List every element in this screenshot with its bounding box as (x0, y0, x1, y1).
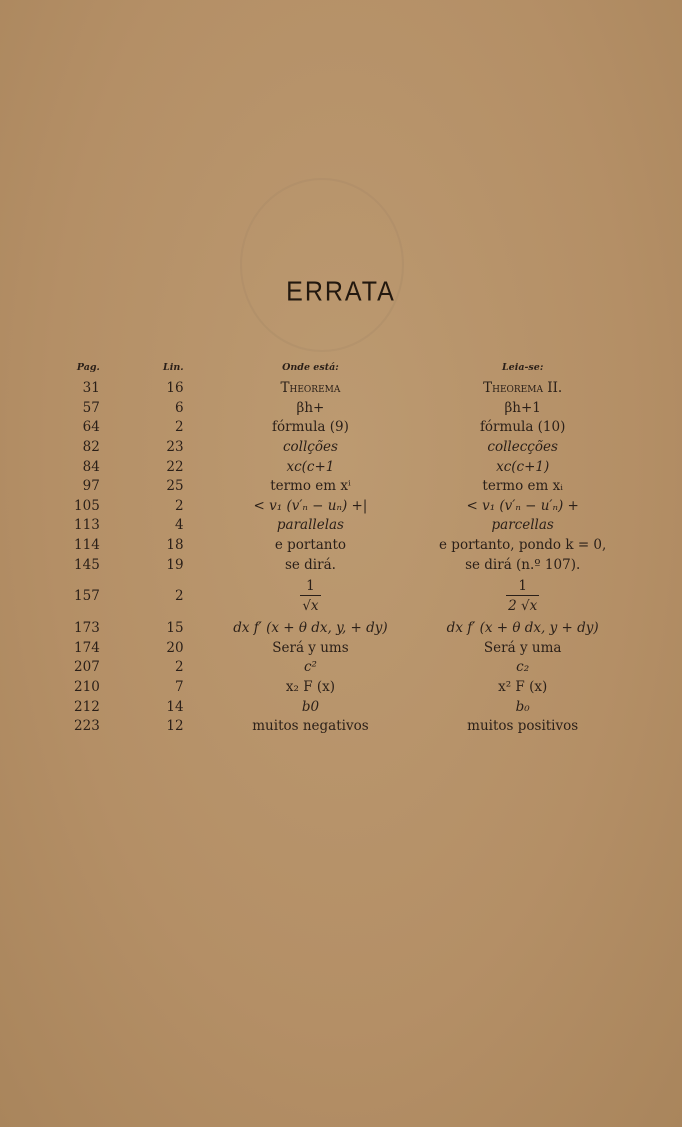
table-row (40, 619, 640, 639)
leia-cell: βh+1 (504, 399, 541, 416)
onde-cell: muitos negativos (252, 718, 369, 735)
onde-cell: βh+ (296, 399, 325, 416)
lin-cell: 22 (166, 458, 184, 475)
lin-cell: 16 (166, 380, 184, 397)
lin-cell: 19 (166, 556, 184, 573)
errata-table (40, 362, 640, 737)
fraction-denominator: 2 √x (506, 595, 539, 616)
leia-cell: xc(c+1) (496, 458, 550, 475)
leia-cell: termo em xᵢ (482, 478, 563, 495)
leia-cell: x² F (x) (498, 679, 548, 696)
fraction-one-over-two-sqrt-x (506, 577, 539, 616)
pag-cell: 84 (82, 458, 100, 475)
pag-cell: 57 (82, 399, 100, 416)
lin-cell: 14 (166, 698, 184, 715)
lin-cell: 2 (174, 659, 184, 676)
pag-cell: 223 (74, 718, 100, 735)
lin-cell: 2 (174, 588, 184, 605)
leia-cell: b₀ (515, 698, 530, 715)
pag-cell: 97 (82, 478, 100, 495)
leia-cell: Será y uma (483, 639, 562, 656)
table-row (40, 639, 640, 659)
onde-cell: collções (282, 439, 338, 456)
table-row (40, 678, 640, 698)
leia-cell: collecções (487, 439, 558, 456)
table-row (40, 497, 640, 517)
leia-cell: se dirá (n.º 107). (465, 556, 581, 573)
page-title: ERRATA (286, 276, 396, 308)
pag-cell: 212 (74, 698, 100, 715)
lin-cell: 12 (166, 718, 184, 735)
onde-cell: fórmula (9) (272, 419, 349, 436)
onde-cell: se dirá. (284, 556, 336, 573)
onde-cell: < v₁ (v′ₙ − uₙ) +| (253, 497, 368, 514)
pag-cell: 173 (74, 620, 100, 637)
lin-cell: 7 (174, 679, 184, 696)
lin-cell: 25 (166, 478, 184, 495)
pag-cell: 210 (74, 679, 100, 696)
library-stamp (240, 178, 404, 352)
table-row (40, 418, 640, 438)
leia-cell: fórmula (10) (479, 419, 566, 436)
leia-cell: parcellas (491, 517, 554, 534)
onde-cell: x₂ F (x) (285, 679, 335, 696)
lin-cell: 15 (166, 620, 184, 637)
table-row (40, 457, 640, 477)
leia-cell (405, 575, 640, 619)
leia-cell: Theorema II. (483, 380, 563, 397)
pag-cell: 157 (74, 588, 100, 605)
table-row (40, 379, 640, 399)
leia-cell: < v₁ (v′ₙ − u′ₙ) + (466, 497, 579, 514)
lin-cell: 2 (174, 419, 184, 436)
lin-cell: 6 (174, 399, 184, 416)
table-row (40, 575, 640, 619)
table-row (40, 399, 640, 419)
header-onde-esta: Onde está: (282, 362, 339, 373)
onde-cell: termo em xⁱ (270, 478, 351, 495)
onde-cell: b0 (301, 698, 320, 715)
leia-cell: dx f′ (x + θ dx, y + dy) (446, 620, 599, 637)
header-leia-se: Leia-se: (502, 362, 544, 373)
fraction-numerator: 1 (518, 578, 527, 595)
table-row (40, 555, 640, 575)
leia-cell: e portanto, pondo k = 0, (439, 537, 607, 554)
onde-cell: parallelas (276, 517, 344, 534)
table-row (40, 477, 640, 497)
lin-cell: 2 (174, 497, 184, 514)
onde-cell: c² (303, 659, 317, 676)
table-row (40, 438, 640, 458)
fraction-numerator: 1 (306, 578, 315, 595)
lin-cell: 18 (166, 537, 184, 554)
header-row (40, 362, 640, 379)
lin-cell: 20 (166, 639, 184, 656)
pag-cell: 114 (74, 537, 100, 554)
table-row (40, 658, 640, 678)
leia-cell: c₂ (516, 659, 530, 676)
header-lin: Lin. (163, 362, 184, 373)
pag-cell: 113 (74, 517, 100, 534)
header-pag: Pag. (76, 362, 100, 373)
table-row (40, 697, 640, 717)
pag-cell: 145 (74, 556, 100, 573)
leia-cell: muitos positivos (467, 718, 579, 735)
pag-cell: 207 (74, 659, 100, 676)
pag-cell: 31 (82, 380, 100, 397)
onde-cell: Será y ums (272, 639, 349, 656)
onde-cell (216, 575, 406, 619)
table-row (40, 536, 640, 556)
onde-cell: Theorema (280, 380, 341, 397)
onde-cell: e portanto (274, 537, 347, 554)
onde-cell: dx f′ (x + θ dx, y, + dy) (233, 620, 388, 637)
onde-cell: xc(c+1 (286, 458, 335, 475)
pag-cell: 174 (74, 639, 100, 656)
table-row (40, 516, 640, 536)
lin-cell: 23 (166, 439, 184, 456)
table-row (40, 717, 640, 737)
lin-cell: 4 (174, 517, 184, 534)
pag-cell: 82 (82, 439, 100, 456)
fraction-one-over-sqrt-x (300, 577, 320, 616)
pag-cell: 64 (82, 419, 100, 436)
pag-cell: 105 (74, 497, 100, 514)
fraction-denominator: √x (300, 595, 320, 616)
